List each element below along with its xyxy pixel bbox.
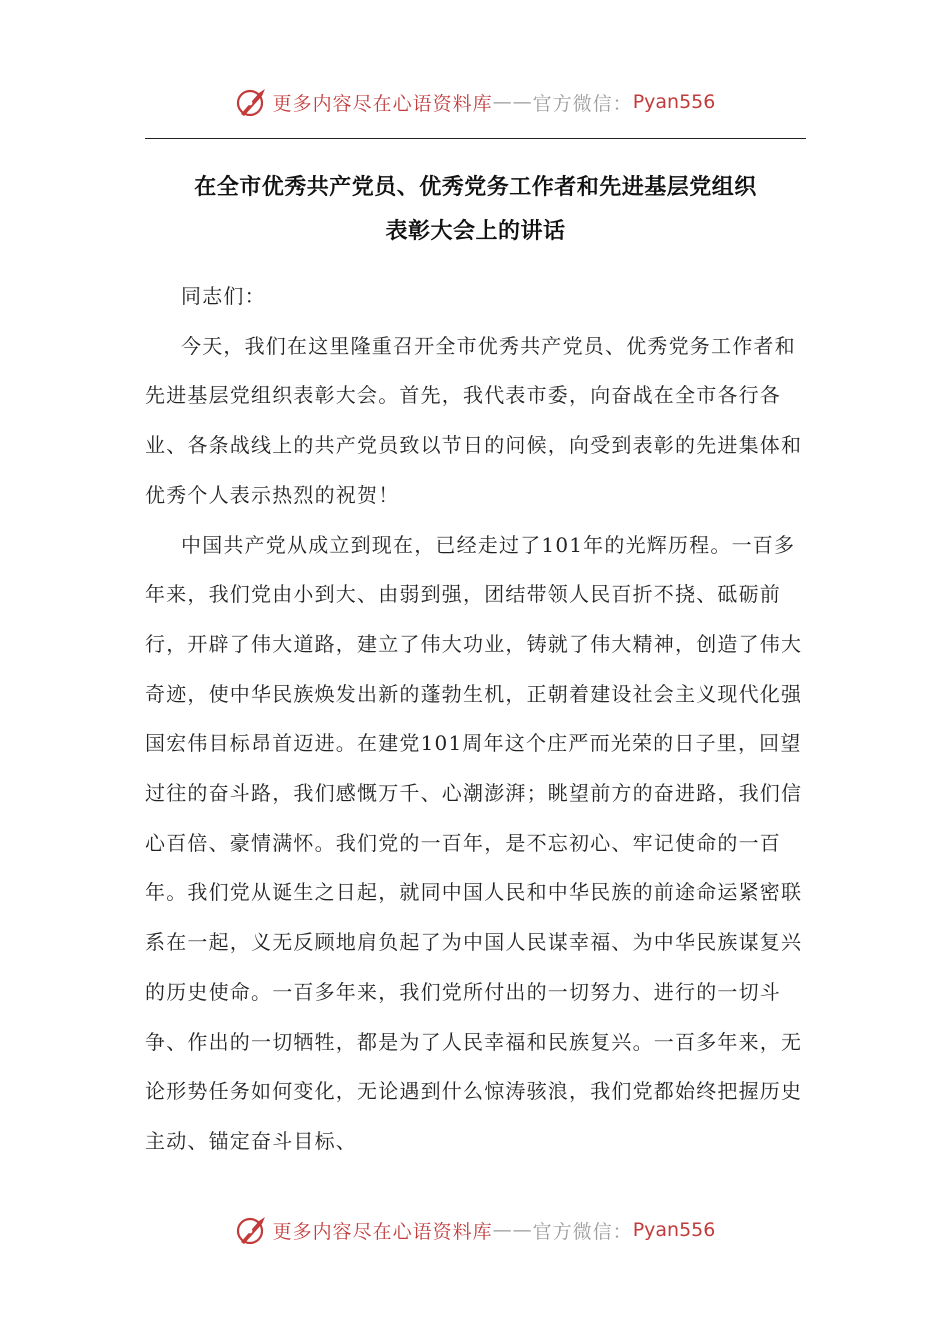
paragraph: 今天，我们在这里隆重召开全市优秀共产党员、优秀党务工作者和先进基层党组织表彰大会。首先，我代表市委，向奋战在全市各行各业、各条战线上的共产党员致以节日的问候，向受到表彰的先进集体和优秀个人表示热烈的祝贺！ <box>145 333 803 507</box>
title-line-2: 表彰大会上的讲话 <box>385 219 566 244</box>
banner-official-label: 官方微信： <box>532 92 633 115</box>
banner-promo-text: 更多内容尽在心语资料库 <box>272 92 493 115</box>
pen-nib-logo-icon <box>235 85 269 119</box>
banner-wechat-id: Pyan556 <box>632 1219 716 1241</box>
footer-banner <box>0 1208 950 1252</box>
paragraph: 中国共产党从成立到现在，已经走过了101年的光辉历程。一百多年来，我们党由小到大、由弱到强，团结带领人民百折不挠、砥砺前行，开辟了伟大道路，建立了伟大功业，铸就了伟大精神，创造了伟大奇迹，使中华民族焕发出新的蓬勃生机，正朝着建设社会主义现代化强国宏伟目标昂首迈进。在建党101周年这个庄严而光荣的日子里，回望过往的奋斗路，我们感慨万千、心潮澎湃；眺望前方的奋进路，我们信心百倍、豪情满怀。我们党的一百年，是不忘初心、牢记使命的一百年。我们党从诞生之日起，就同中国人民和中华民族的前途命运紧密联系在一起，义无反顾地肩负起了为中国人民谋幸福、为中华民族谋复兴的历史使命。一百多年来，我们党所付出的一切努力、进行的一切斗争、作出的一切牺牲，都是为了人民幸福和民族复兴。一百多年来，无论形势任务如何变化，无论遇到什么惊涛骇浪，我们党都始终把握历史主动、锚定奋斗目标、 <box>145 532 803 1153</box>
header-banner <box>0 80 950 124</box>
banner-wechat-id: Pyan556 <box>632 91 716 113</box>
salutation: 同志们： <box>181 284 266 308</box>
header-divider <box>145 138 806 139</box>
banner-dash: —— <box>492 1219 533 1241</box>
pen-nib-logo-icon <box>235 1213 269 1247</box>
banner-dash: —— <box>492 91 533 113</box>
document-title <box>145 166 806 254</box>
banner-promo-text: 更多内容尽在心语资料库 <box>272 1220 493 1243</box>
banner-official-label: 官方微信： <box>532 1220 633 1243</box>
document-body <box>145 272 806 1167</box>
title-line-1: 在全市优秀共产党员、优秀党务工作者和先进基层党组织 <box>194 175 757 200</box>
